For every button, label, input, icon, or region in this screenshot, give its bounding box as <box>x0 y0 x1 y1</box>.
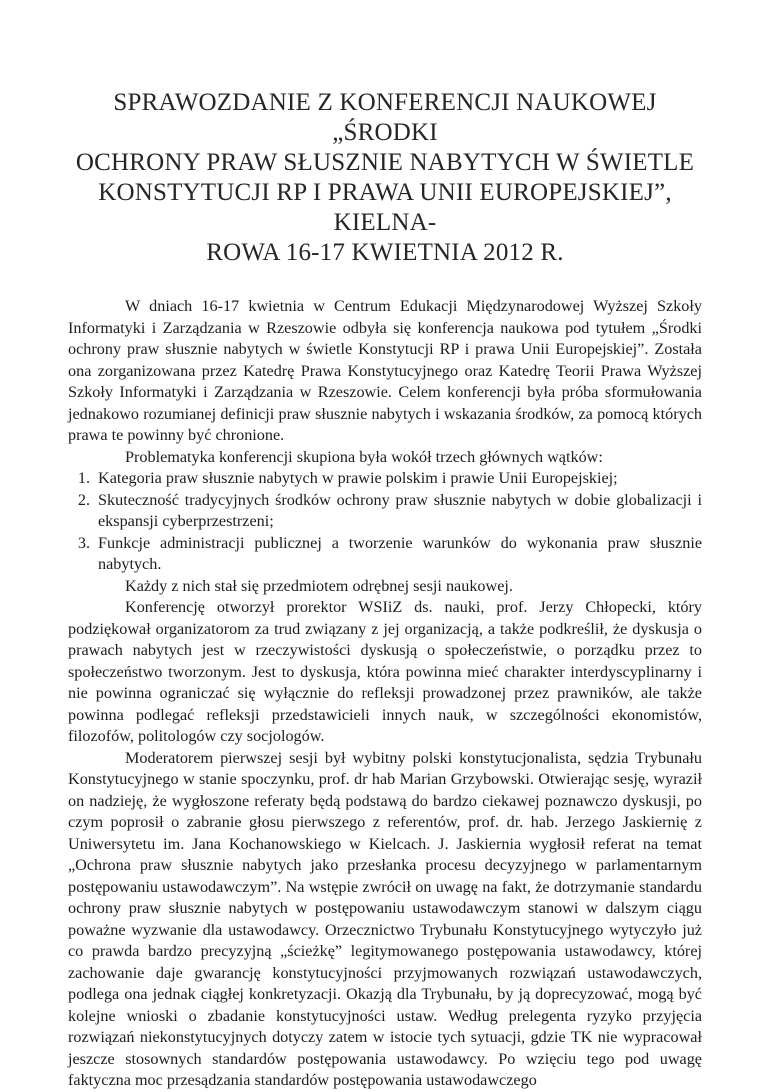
list-item-text: Funkcje administracji publicznej a tworzenie warunków do wykonania praw słusznie nabytych. <box>98 533 702 573</box>
topics-list <box>68 468 702 576</box>
list-item <box>68 468 702 490</box>
paragraph-sessions: Każdy z nich stał się przedmiotem odrębnej sesji naukowej. <box>125 576 513 595</box>
paragraph-first-session: Moderatorem pierwszej sesji był wybitny polski konstytucjonalista, sędzia Trybunału Konstytucyjnego w stanie spoczynku, prof. dr hab Marian Grzybowski. Otwierając sesję, wyraził on nadzieję, że wygłoszone referaty będą podstawą do bardzo ciekawej poznawczo dyskusji, po czym poprosił o zabranie głosu pierwszego z referentów, prof. dr. hab. Jerzego Jaskiernię z Uniwersytetu im. Jana Kochanowskiego w Kielcach. J. Jaskiernia wygłosił referat na temat „Ochrona praw słusznie nabytych jako przesłanka procesu decyzyjnego w parlamentarnym postępowaniu ustawodawczym”. Na wstępie zwrócił on uwagę na fakt, że dotrzymanie standardu ochrony praw słusznie nabytych w postępowaniu ustawodawczym stanowi w dalszym ciągu poważne wyzwanie dla ustawodawcy. Orzecznictwo Trybunału Konstytucyjnego wytyczyło już co prawda bardzo precyzyjną „ścieżkę” legitymowanego postępowania ustawodawcy, której zachowanie daje gwarancję konstytucyjności przyjmowanych rozwiązań ustawodawczych, podlega ona jednak ciągłej konkretyzacji. Okazją dla Trybunału, by ją doprecyzować, mogą być kolejne wnioski o zbadanie konstytucyjności ustaw. Według prelegenta ryzyko przyjęcia rozwiązań niekonstytucyjnych dotyczy zatem w istocie tych sytuacji, gdzie TK nie wypracował jeszcze stosownych standardów postępowania ustawodawcy. Po wzięciu tego pod uwagę faktyczna moc przesądzania standardów postępowania ustawodawczego <box>68 748 702 1089</box>
document-body <box>68 296 702 1092</box>
list-item-text: Skuteczność tradycyjnych środków ochrony praw słusznie nabytych w dobie globalizacji i ekspansji cyberprzestrzeni; <box>98 490 702 530</box>
list-item <box>68 490 702 533</box>
list-item-number: 2. <box>77 490 90 509</box>
paragraph-opening: Konferencję otworzył prorektor WSIiZ ds. nauki, prof. Jerzy Chłopecki, który podziękował organizatorom za trud związany z jej organizacją, a także podkreślił, że dyskusja o prawach nabytych jest w rzeczywistości dyskusją o społeczeństwie, o porządku przez to społeczeństwo tworzonym. Jest to dyskusja, która powinna mieć charakter interdyscyplinarny i nie powinna ograniczać się wyłącznie do refleksji prowadzonej przez prawników, ale także powinna podlegać refleksji przedstawicieli innych nauk, w szczególności ekonomistów, filozofów, politologów czy socjologów. <box>68 598 702 745</box>
list-item-number: 1. <box>77 469 90 487</box>
list-item <box>68 533 702 576</box>
list-item-text: Kategoria praw słusznie nabytych w prawie polskim i prawie Unii Europejskiej; <box>98 469 618 487</box>
paragraph-intro: W dniach 16-17 kwietnia w Centrum Edukacji Międzynarodowej Wyższej Szkoły Informatyki i Zarządzania w Rzeszowie odbyła się konferencja naukowa pod tytułem „Środki ochrony praw słusznie nabytych w świetle Konstytucji RP i prawa Unii Europejskiej”. Została ona zorganizowana przez Katedrę Prawa Konstytucyjnego oraz Katedrę Teorii Prawa Wyższej Szkoły Informatyki i Zarządzania w Rzeszowie. Celem konferencji była próba sformułowania jednakowo rozumianej definicji praw słusznie nabytych i wskazania środków, za pomocą których prawa te powinny być chronione. <box>68 297 702 444</box>
paragraph-topics-lead: Problematyka konferencji skupiona była wokół trzech głównych wątków: <box>125 447 603 466</box>
list-item-number: 3. <box>77 533 90 552</box>
page-title: SPRAWOZDANIE Z KONFERENCJI NAUKOWEJ „ŚRODKI OCHRONY PRAW SŁUSZNIE NABYTYCH W ŚWIETLE KONSTYTUCJI RP I PRAWA UNII EUROPEJSKIEJ”, KIELNA- ROWA 16-17 KWIETNIA 2012 R. <box>75 89 695 266</box>
